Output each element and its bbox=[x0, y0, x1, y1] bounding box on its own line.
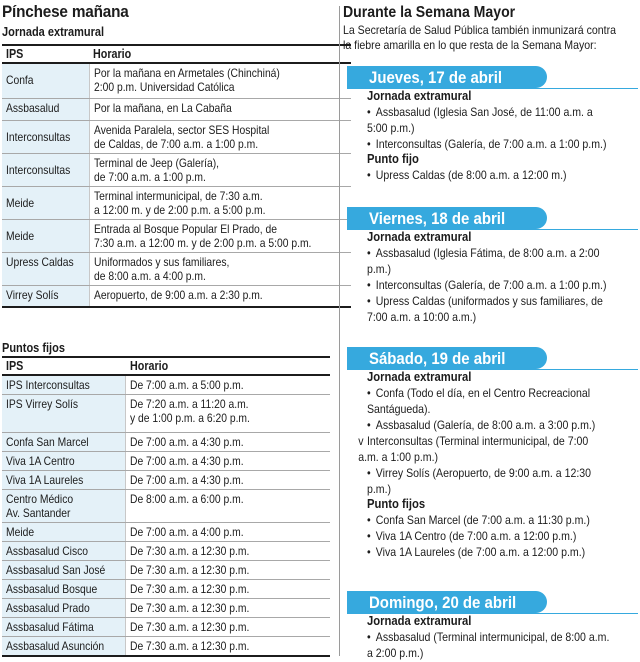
entry-list bbox=[367, 512, 640, 560]
table-row bbox=[2, 561, 330, 580]
ips-cell: Meide bbox=[2, 219, 89, 252]
horario-cell: De 7:00 a.m. a 4:30 p.m. bbox=[126, 433, 330, 452]
list-item: • Confa (Todo el día, en el Centro Recreacional Santágueda). bbox=[367, 386, 591, 416]
extramural-heading: Jornada extramural bbox=[2, 25, 105, 39]
ips-cell: Assbasalud Cisco bbox=[2, 542, 126, 561]
section-heading: Jornada extramural bbox=[367, 89, 472, 103]
horario-cell: Entrada al Bosque Popular El Prado, de 7:30 a.m. a 12:00 m. y de 2:00 p.m. a 5:00 p.m. bbox=[89, 219, 350, 252]
table-row bbox=[2, 285, 351, 307]
day-block-sabado bbox=[347, 347, 638, 560]
horario-cell: Aeropuerto, de 9:00 a.m. a 2:30 p.m. bbox=[89, 285, 350, 307]
section-heading: Jornada extramural bbox=[367, 230, 472, 244]
entry-list bbox=[367, 167, 640, 183]
ips-cell: Interconsultas bbox=[2, 153, 89, 186]
extramural-table bbox=[2, 44, 351, 308]
table-row bbox=[2, 252, 351, 285]
horario-cell: De 7:30 a.m. a 12:30 p.m. bbox=[126, 561, 330, 580]
ips-cell: Assbasalud San José bbox=[2, 561, 126, 580]
list-item: • Assbasalud (Galería, de 8:00 a.m. a 3:00 p.m.) bbox=[367, 418, 596, 432]
horario-cell: De 7:00 a.m. a 4:30 p.m. bbox=[126, 452, 330, 471]
horario-cell: De 7:30 a.m. a 12:30 p.m. bbox=[126, 618, 330, 637]
table-row bbox=[2, 433, 330, 452]
ips-cell: Viva 1A Centro bbox=[2, 452, 126, 471]
horario-cell: Terminal de Jeep (Galería), de 7:00 a.m. a 1:00 p.m. bbox=[89, 153, 350, 186]
entry-list bbox=[367, 245, 640, 325]
table-row bbox=[2, 98, 351, 120]
fijos-header-row bbox=[2, 357, 330, 375]
ips-cell: Virrey Solís bbox=[2, 285, 89, 307]
horario-cell: De 7:00 a.m. a 5:00 p.m. bbox=[126, 375, 330, 395]
ips-cell: IPS Interconsultas bbox=[2, 375, 126, 395]
ips-cell: Assbasalud Fátima bbox=[2, 618, 126, 637]
section-heading: Jornada extramural bbox=[367, 614, 472, 628]
horario-cell: De 7:30 a.m. a 12:30 p.m. bbox=[126, 637, 330, 657]
intro-line-1: La Secretaría de Salud Pública también inmunizará contra bbox=[343, 23, 616, 37]
horario-cell: Terminal intermunicipal, de 7:30 a.m. a 12:00 m. y de 2:00 p.m. a 5:00 p.m. bbox=[89, 186, 350, 219]
col-ips-header: IPS bbox=[2, 357, 126, 375]
day-banner bbox=[347, 347, 638, 370]
day-label: Sábado, 19 de abril bbox=[369, 349, 506, 368]
day-label: Jueves, 17 de abril bbox=[369, 68, 503, 87]
column-divider bbox=[339, 6, 340, 656]
ips-cell: Centro Médico Av. Santander bbox=[2, 490, 126, 523]
ips-cell: Assbasalud Asunción bbox=[2, 637, 126, 657]
day-label: Domingo, 20 de abril bbox=[369, 593, 517, 612]
list-item: • Assbasalud (Iglesia San José, de 11:00 a.m. a 5:00 p.m.) bbox=[367, 105, 593, 135]
horario-cell: Uniformados y sus familiares, de 8:00 a.m. a 4:00 p.m. bbox=[89, 252, 350, 285]
table-row bbox=[2, 395, 330, 433]
table-row bbox=[2, 637, 330, 657]
horario-cell: De 7:30 a.m. a 12:30 p.m. bbox=[126, 599, 330, 618]
horario-cell: De 8:00 a.m. a 6:00 p.m. bbox=[126, 490, 330, 523]
table-row bbox=[2, 580, 330, 599]
intro-line-2: la fiebre amarilla en lo que resta de la Semana Mayor: bbox=[343, 38, 597, 52]
col-horario-header: Horario bbox=[126, 357, 330, 375]
list-item: • Interconsultas (Galería, de 7:00 a.m. a 1:00 p.m.) bbox=[367, 278, 607, 292]
horario-cell: De 7:30 a.m. a 12:30 p.m. bbox=[126, 542, 330, 561]
section-heading: Jornada extramural bbox=[367, 370, 472, 384]
table-row bbox=[2, 153, 351, 186]
col-horario-header: Horario bbox=[89, 45, 350, 63]
fijos-heading: Puntos fijos bbox=[2, 341, 65, 355]
fijos-table bbox=[2, 356, 330, 657]
col-ips-header: IPS bbox=[2, 45, 89, 63]
horario-cell: Por la mañana, en La Cabaña bbox=[89, 98, 350, 120]
list-item: • Upress Caldas (de 8:00 a.m. a 12:00 m.) bbox=[367, 168, 567, 182]
list-item: • Assbasalud (Iglesia Fátima, de 8:00 a.m. a 2:00 p.m.) bbox=[367, 246, 600, 276]
day-label: Viernes, 18 de abril bbox=[369, 209, 506, 228]
table-row bbox=[2, 542, 330, 561]
list-item: • Assbasalud (Terminal intermunicipal, de 8:00 a.m. a 2:00 p.m.) bbox=[367, 630, 610, 660]
table-row bbox=[2, 375, 330, 395]
page-title: Pínchese mañana bbox=[2, 2, 129, 21]
section-heading: Punto fijo bbox=[367, 152, 419, 166]
ips-cell: IPS Virrey Solís bbox=[2, 395, 126, 433]
table-row bbox=[2, 523, 330, 542]
day-block-viernes bbox=[347, 207, 638, 325]
entry-list bbox=[367, 629, 640, 661]
intro-text bbox=[343, 23, 633, 53]
horario-cell: De 7:00 a.m. a 4:00 p.m. bbox=[126, 523, 330, 542]
table-row bbox=[2, 471, 330, 490]
semana-mayor-title: Durante la Semana Mayor bbox=[343, 4, 516, 21]
horario-cell: De 7:30 a.m. a 12:30 p.m. bbox=[126, 580, 330, 599]
table-row bbox=[2, 618, 330, 637]
ips-cell: Meide bbox=[2, 523, 126, 542]
ips-cell: Viva 1A Laureles bbox=[2, 471, 126, 490]
list-item: • Interconsultas (Galería, de 7:00 a.m. a 1:00 p.m.) bbox=[367, 137, 607, 151]
day-block-jueves bbox=[347, 66, 638, 183]
list-item: • Upress Caldas (uniformados y sus familiares, de 7:00 a.m. a 10:00 a.m.) bbox=[367, 294, 603, 324]
list-item: • Virrey Solís (Aeropuerto, de 9:00 a.m. a 12:30 p.m.) bbox=[367, 466, 592, 496]
table-row bbox=[2, 186, 351, 219]
ips-cell: Assbasalud bbox=[2, 98, 89, 120]
table-row bbox=[2, 599, 330, 618]
ips-cell: Meide bbox=[2, 186, 89, 219]
table-row bbox=[2, 219, 351, 252]
entry-list bbox=[367, 104, 640, 152]
horario-cell: De 7:20 a.m. a 11:20 a.m. y de 1:00 p.m. a 6:20 p.m. bbox=[126, 395, 330, 433]
ips-cell: Assbasalud Bosque bbox=[2, 580, 126, 599]
list-item: v Interconsultas (Terminal intermunicipal, de 7:00 a.m. a 1:00 p.m.) bbox=[358, 434, 589, 464]
table-row bbox=[2, 490, 330, 523]
day-block-domingo bbox=[347, 591, 638, 661]
day-banner bbox=[347, 591, 638, 614]
table-row bbox=[2, 120, 351, 153]
day-banner bbox=[347, 66, 638, 89]
table-row bbox=[2, 63, 351, 98]
horario-cell: De 7:00 a.m. a 4:30 p.m. bbox=[126, 471, 330, 490]
extramural-header-row bbox=[2, 45, 351, 63]
entry-list bbox=[358, 385, 640, 497]
ips-cell: Confa San Marcel bbox=[2, 433, 126, 452]
ips-cell: Confa bbox=[2, 63, 89, 98]
list-item: • Viva 1A Centro (de 7:00 a.m. a 12:00 p.m.) bbox=[367, 529, 577, 543]
day-banner bbox=[347, 207, 638, 230]
ips-cell: Upress Caldas bbox=[2, 252, 89, 285]
horario-cell: Por la mañana en Armetales (Chinchiná) 2:00 p.m. Universidad Católica bbox=[89, 63, 350, 98]
table-row bbox=[2, 452, 330, 471]
ips-cell: Interconsultas bbox=[2, 120, 89, 153]
list-item: • Viva 1A Laureles (de 7:00 a.m. a 12:00 p.m.) bbox=[367, 545, 586, 559]
horario-cell: Avenida Paralela, sector SES Hospital de Caldas, de 7:00 a.m. a 1:00 p.m. bbox=[89, 120, 350, 153]
ips-cell: Assbasalud Prado bbox=[2, 599, 126, 618]
list-item: • Confa San Marcel (de 7:00 a.m. a 11:30 p.m.) bbox=[367, 513, 590, 527]
section-heading: Punto fijos bbox=[367, 497, 426, 511]
